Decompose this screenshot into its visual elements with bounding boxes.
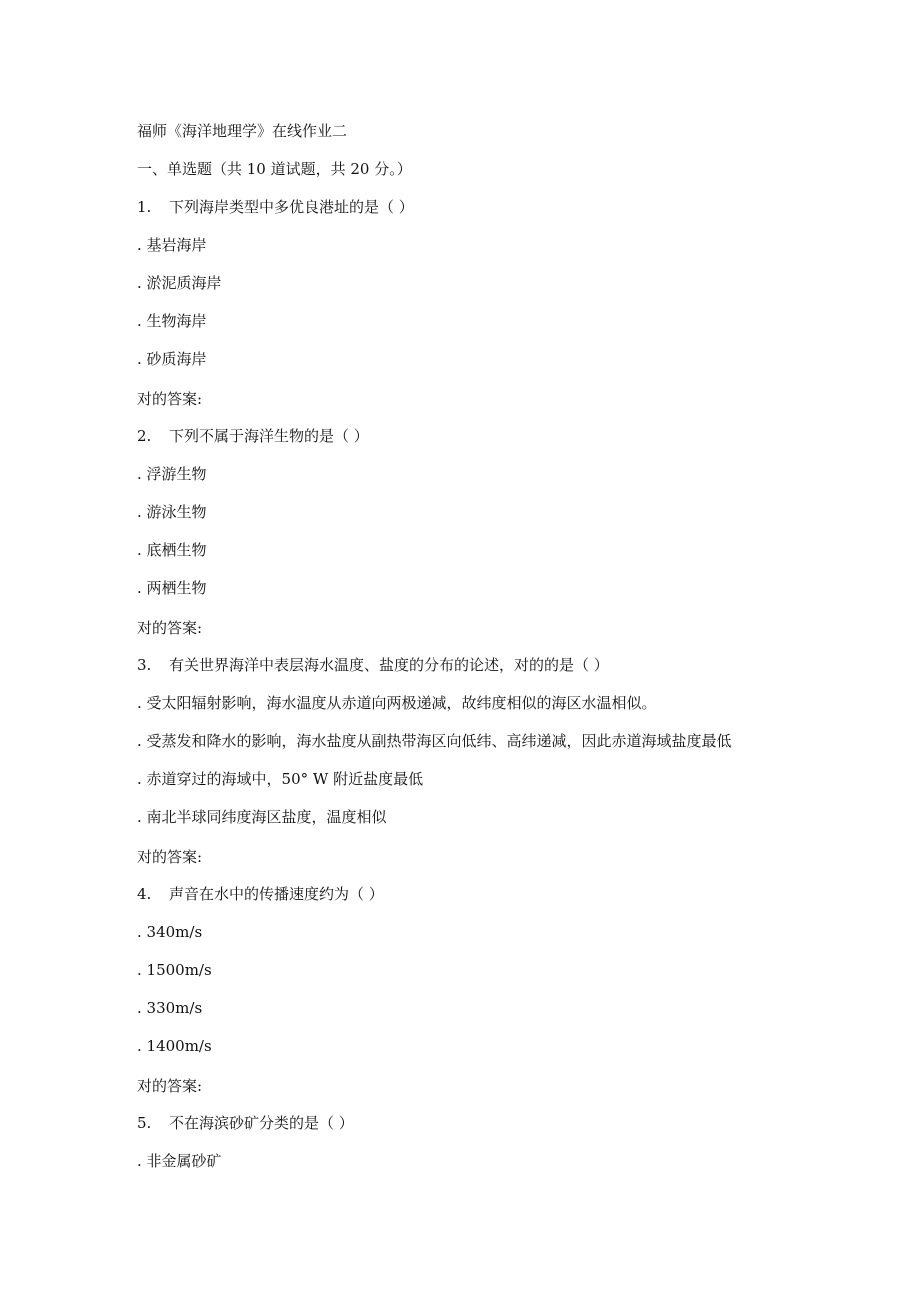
option-5a: . 非金属砂矿: [137, 1152, 222, 1170]
option-1d: . 砂质海岸: [137, 350, 207, 368]
question-text: 有关世界海洋中表层海水温度、盐度的分布的论述，对的的是（ ）: [169, 656, 609, 674]
question-4: [137, 884, 384, 904]
option-4d: . 1400m/s: [137, 1037, 212, 1055]
question-number: 3.: [137, 656, 152, 674]
option-3d: . 南北半球同纬度海区盐度，温度相似: [137, 808, 387, 826]
option-2b: . 游泳生物: [137, 503, 207, 521]
option-1b: . 淤泥质海岸: [137, 274, 222, 292]
section-heading: 一、单选题（共 10 道试题，共 20 分。）: [137, 160, 412, 178]
option-4c: . 330m/s: [137, 999, 203, 1017]
question-number: 4.: [137, 885, 152, 903]
answer-label-4: 对的答案:: [137, 1077, 203, 1095]
question-3: [137, 655, 609, 675]
answer-label-1: 对的答案:: [137, 390, 203, 408]
question-text: 下列不属于海洋生物的是（ ）: [169, 427, 369, 445]
document-title: 福师《海洋地理学》在线作业二: [137, 122, 348, 140]
option-4b: . 1500m/s: [137, 961, 212, 979]
option-1c: . 生物海岸: [137, 312, 207, 330]
question-number: 1.: [137, 198, 152, 216]
option-3a: . 受太阳辐射影响，海水温度从赤道向两极递减，故纬度相似的海区水温相似。: [137, 694, 657, 712]
option-2d: . 两栖生物: [137, 579, 207, 597]
answer-label-3: 对的答案:: [137, 848, 203, 866]
option-2a: . 浮游生物: [137, 465, 207, 483]
question-1: [137, 197, 414, 217]
question-number: 5.: [137, 1114, 152, 1132]
option-1a: . 基岩海岸: [137, 236, 207, 254]
option-3c: . 赤道穿过的海域中，50° W 附近盐度最低: [137, 770, 424, 788]
question-number: 2.: [137, 427, 152, 445]
question-text: 不在海滨砂矿分类的是（ ）: [169, 1114, 354, 1132]
question-text: 下列海岸类型中多优良港址的是（ ）: [169, 198, 414, 216]
option-3b: . 受蒸发和降水的影响，海水盐度从副热带海区向低纬、高纬递减，因此赤道海域盐度最低: [137, 732, 732, 750]
answer-label-2: 对的答案:: [137, 619, 203, 637]
question-2: [137, 426, 369, 446]
question-5: [137, 1113, 354, 1133]
option-2c: . 底栖生物: [137, 541, 207, 559]
question-text: 声音在水中的传播速度约为（ ）: [169, 885, 384, 903]
option-4a: . 340m/s: [137, 923, 203, 941]
